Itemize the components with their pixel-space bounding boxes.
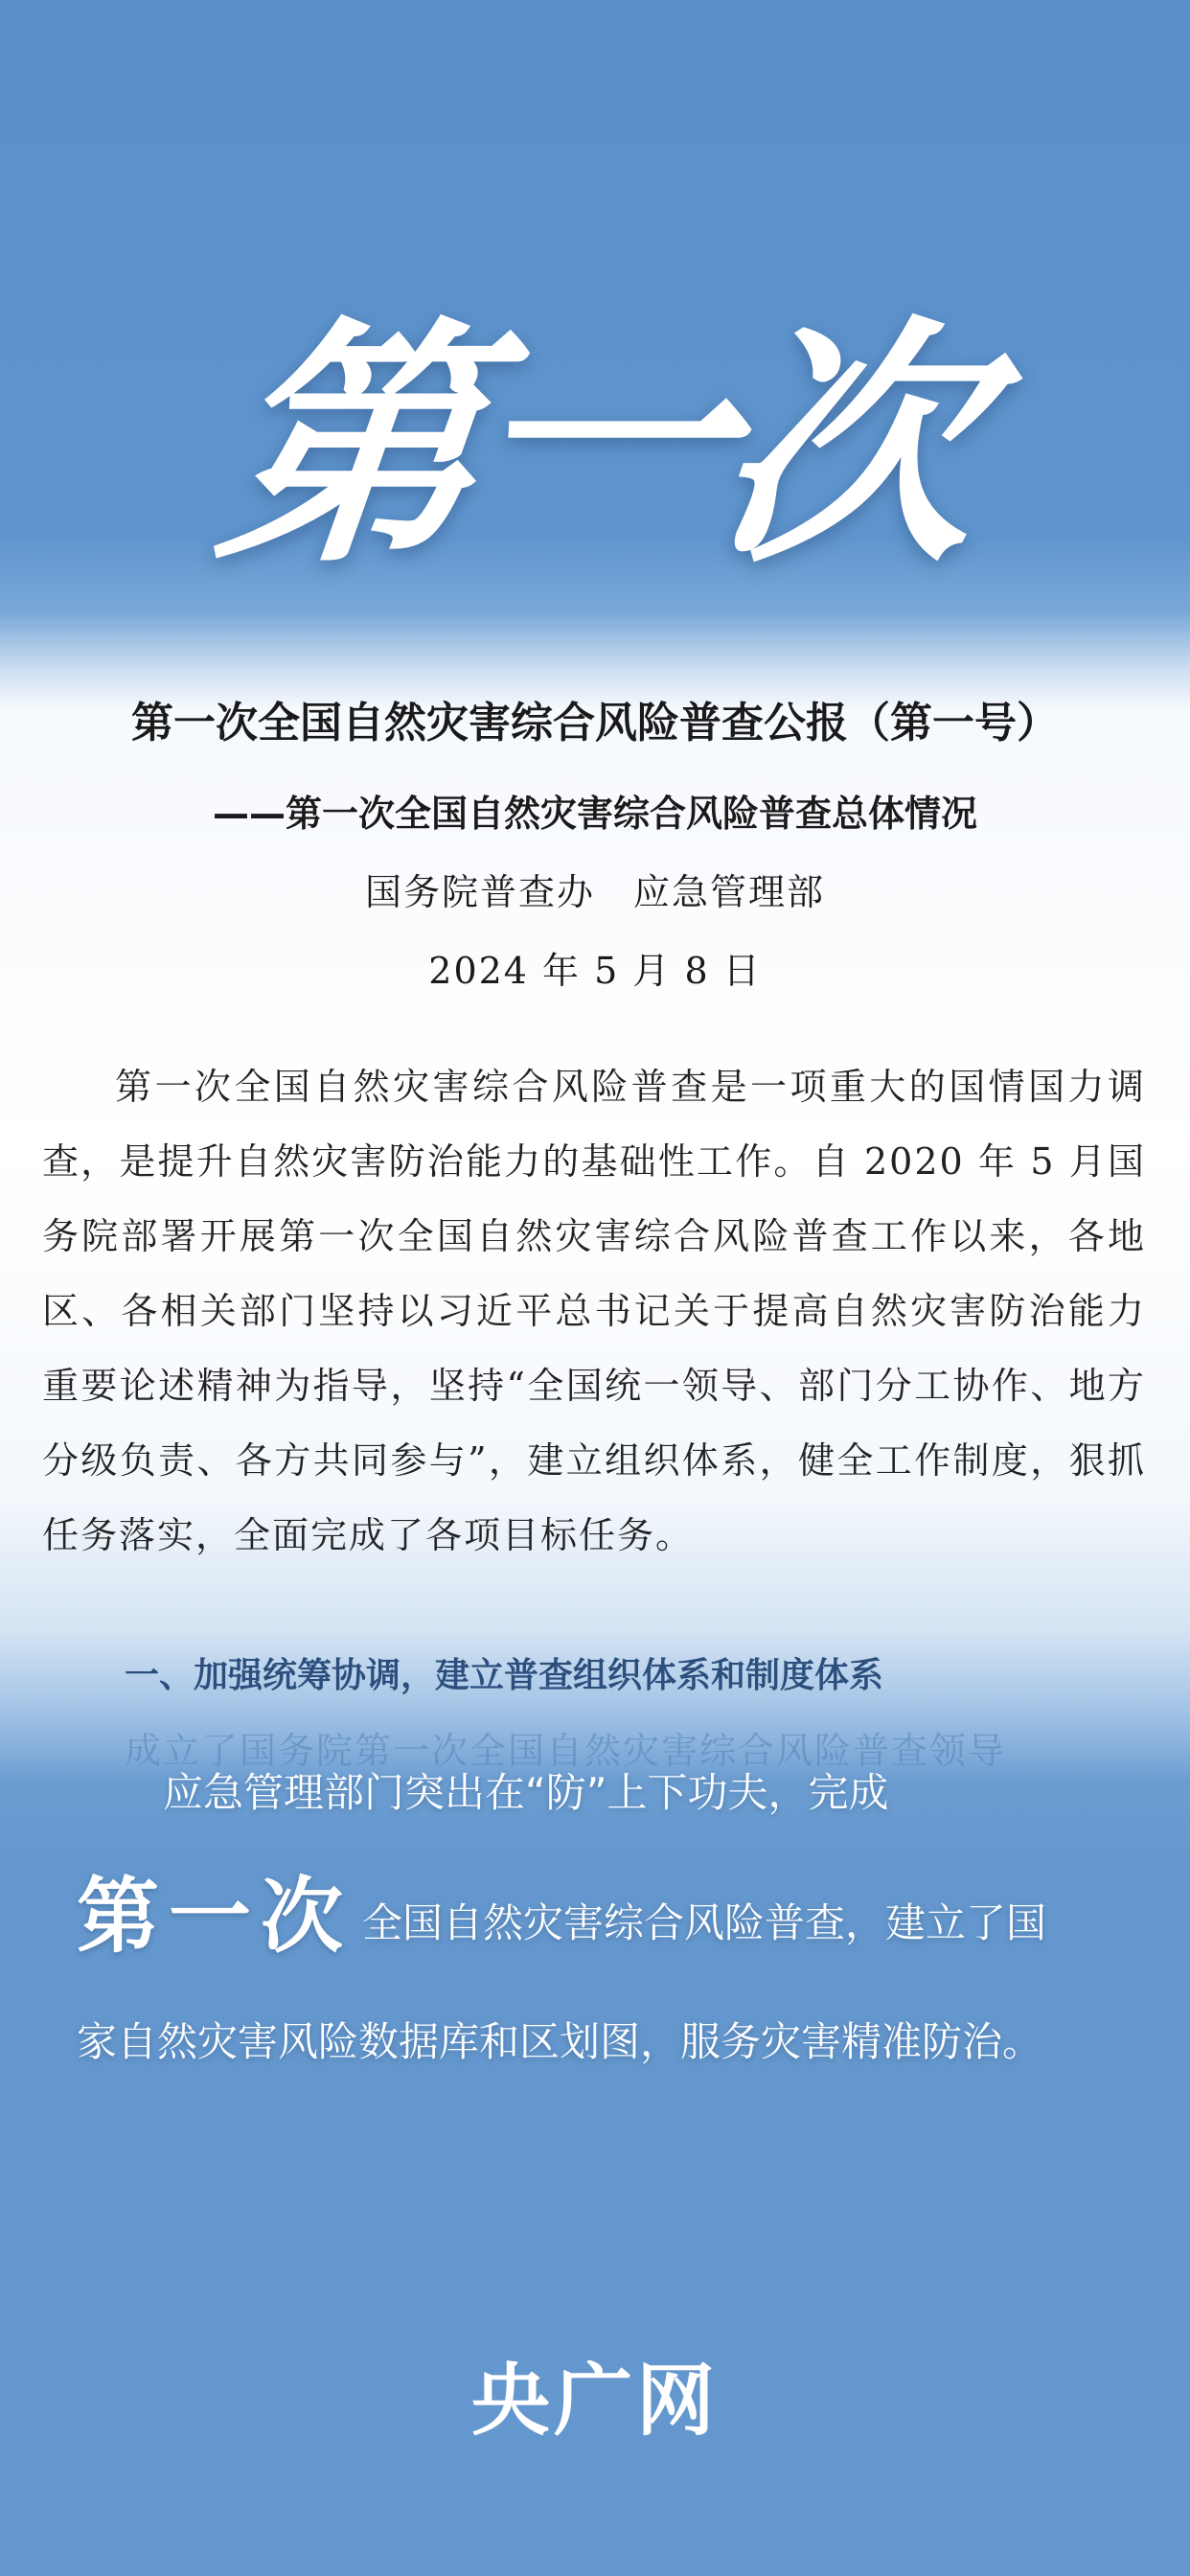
document-body: 第一次全国自然灾害综合风险普查是一项重大的国情国力调查，是提升自然灾害防治能力的基础性工作。自 2020 年 5 月国务院部署开展第一次全国自然灾害综合风险普查工作以来，各地区、各相关部门坚持以习近平总书记关于提高自然灾害防治能力重要论述精神为指导，坚持“全国统一领导、部门分工协作、地方分级负责、各方共同参与”，建立组织体系，健全工作制度，狠抓任务落实，全面完成了各项目标任务。 xyxy=(42,1066,1146,1556)
hero-title: 第一次 xyxy=(205,293,985,598)
document-title: 第一次全国自然灾害综合风险普查公报（第一号） xyxy=(131,699,1059,748)
caption-line-3: 家自然灾害风险数据库和区划图，服务灾害精准防治。 xyxy=(77,2018,1043,2065)
document-date: 2024 年 5 月 8 日 xyxy=(428,950,762,992)
faded-body-line: 成立了国务院第一次全国自然灾害综合风险普查领导 xyxy=(125,1730,1007,1772)
cnr-logo: 央广网 xyxy=(470,2356,719,2447)
caption-line-2 xyxy=(77,1850,1121,1968)
caption-line-1: 应急管理部门突出在“防”上下功夫，完成 xyxy=(163,1769,889,1816)
caption-highlight: 第一次 xyxy=(77,1869,353,1965)
section-heading: 一、加强统筹协调，建立普查组织体系和制度体系 xyxy=(125,1656,884,1695)
caption-line-2-text: 全国自然灾害综合风险普查，建立了国 xyxy=(362,1899,1047,1946)
document-issuer: 国务院普查办 应急管理部 xyxy=(364,871,825,913)
document-subtitle: ——第一次全国自然灾害综合风险普查总体情况 xyxy=(212,793,977,835)
